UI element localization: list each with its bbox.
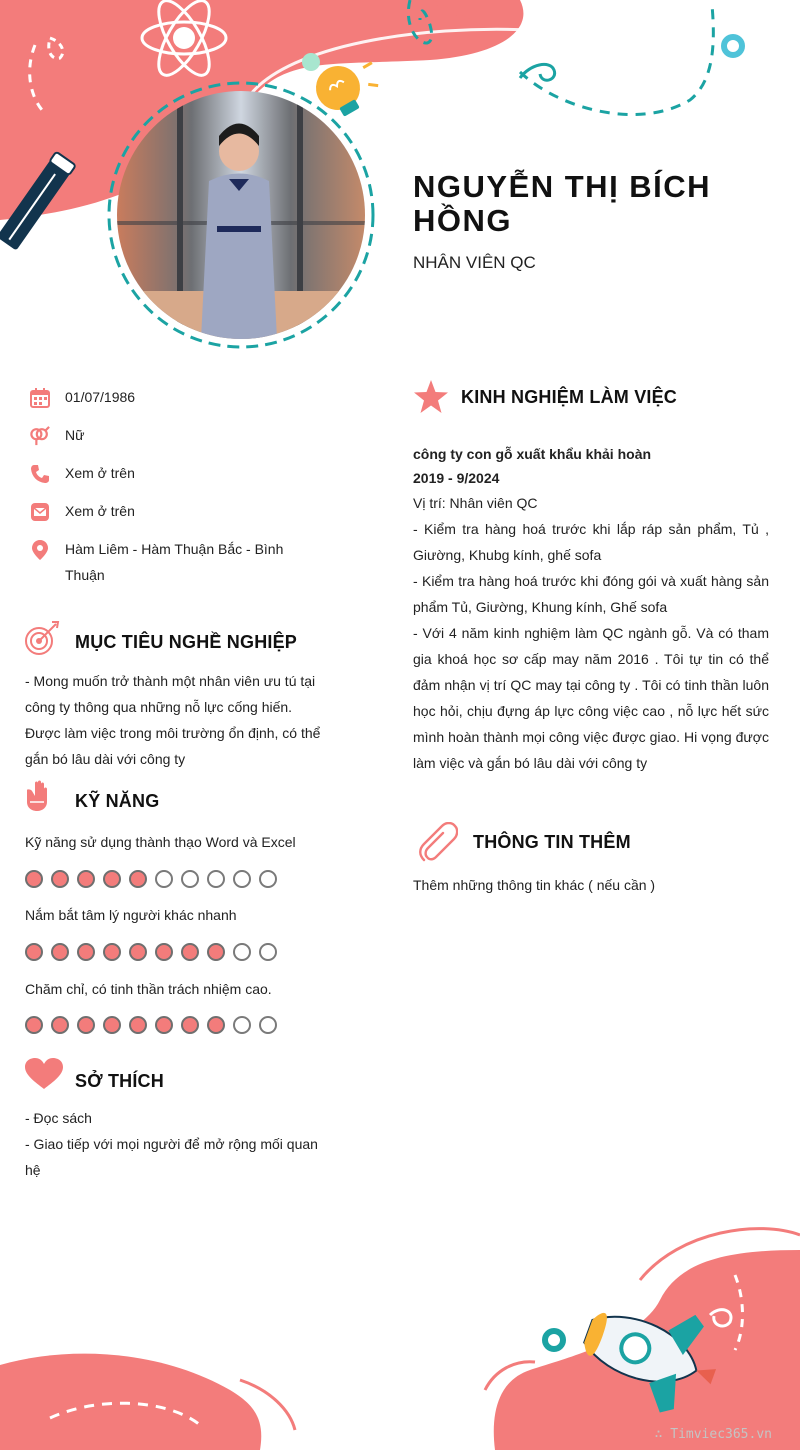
rating-dot-filled	[51, 943, 69, 961]
email-value: Xem ở trên	[65, 503, 135, 519]
skill-label: Nắm bắt tâm lý người khác nhanh	[25, 907, 237, 923]
rating-dot-filled	[103, 943, 121, 961]
skill-rating	[25, 943, 277, 961]
rating-dot-filled	[129, 943, 147, 961]
rating-dot-empty	[259, 870, 277, 888]
work-position: Vị trí: Nhân viên QC	[413, 495, 538, 511]
address-value: Hàm Liêm - Hàm Thuận Bắc - Bình Thuận	[65, 541, 284, 583]
hobby-item: - Giao tiếp với mọi người để mở rộng mối quan hệ	[25, 1136, 318, 1178]
rating-dot-empty	[233, 943, 251, 961]
work-detail: - Kiểm tra hàng hoá trước khi lắp ráp sản phẩm, Tủ , Giường, Khubg kính, ghế sofa	[413, 521, 769, 563]
skill-label: Chăm chỉ, có tinh thần trách nhiệm cao.	[25, 981, 272, 997]
work-period: 2019 - 9/2024	[413, 470, 500, 486]
rating-dot-empty	[259, 943, 277, 961]
rating-dot-empty	[207, 870, 225, 888]
rating-dot-filled	[155, 943, 173, 961]
rating-dot-filled	[25, 1016, 43, 1034]
work-detail: - Với 4 năm kinh nghiệm làm QC ngành gỗ. Và có tham gia khoá học sơ cấp may năm 2016 . Tôi tự tin có thể đảm nhận vị trí QC may tại công ty . Tôi có tinh thần luôn học hỏi, chịu đựng áp lực công việc cao , nỗ lực hết sức mình hoàn thành mọi công việc được giao. Hi vọng được làm việc và gắn bó lâu dài với công ty	[413, 625, 769, 771]
objective-title: MỤC TIÊU NGHỀ NGHIỆP	[75, 632, 298, 652]
candidate-name: NGUYỄN THỊ BÍCH HỒNG	[413, 169, 712, 238]
rating-dot-filled	[129, 870, 147, 888]
rating-dot-empty	[259, 1016, 277, 1034]
rating-dot-filled	[25, 870, 43, 888]
rating-dot-filled	[51, 870, 69, 888]
rating-dot-empty	[155, 870, 173, 888]
email-icon	[30, 502, 50, 522]
calendar-icon	[30, 388, 50, 408]
teal-dash-curve	[520, 5, 713, 115]
skill-label: Kỹ năng sử dụng thành thạo Word và Excel	[25, 834, 296, 850]
star-icon	[413, 380, 449, 414]
rating-dot-filled	[51, 1016, 69, 1034]
skill-rating	[25, 1016, 277, 1034]
paperclip-icon	[416, 822, 458, 864]
company-name: công ty con gỗ xuất khẩu khải hoàn	[413, 446, 652, 462]
hobby-item: - Đọc sách	[25, 1110, 92, 1126]
target-icon	[24, 621, 60, 657]
bottom-left-blob	[0, 1354, 261, 1450]
phone-icon	[30, 464, 50, 484]
rating-dot-empty	[233, 870, 251, 888]
rating-dot-filled	[207, 1016, 225, 1034]
location-pin-icon	[30, 540, 50, 560]
teal-ring-top	[724, 37, 742, 55]
birthday-value: 01/07/1986	[65, 389, 136, 405]
hand-icon	[24, 780, 50, 812]
additional-text: Thêm những thông tin khác ( nếu cần )	[413, 877, 656, 893]
skill-rating	[25, 870, 277, 888]
rating-dot-filled	[77, 870, 95, 888]
rating-dot-filled	[103, 1016, 121, 1034]
rating-dot-filled	[207, 943, 225, 961]
photo-illustration	[117, 91, 365, 339]
rating-dot-filled	[77, 1016, 95, 1034]
rating-dot-filled	[25, 943, 43, 961]
rating-dot-empty	[181, 870, 199, 888]
work-detail: - Kiểm tra hàng hoá trước khi đóng gói và xuất hàng sản phẩm Tủ, Giường, Khung kính, Ghế sofa	[413, 573, 769, 615]
rating-dot-filled	[181, 1016, 199, 1034]
heart-icon	[25, 1058, 63, 1090]
gender-icon	[30, 426, 50, 446]
hobbies-title: SỞ THÍCH	[75, 1071, 164, 1091]
rating-dot-filled	[77, 943, 95, 961]
profile-photo	[117, 91, 365, 339]
rating-dot-filled	[103, 870, 121, 888]
gender-value: Nữ	[65, 427, 85, 443]
experience-title: KINH NGHIỆM LÀM VIỆC	[461, 387, 678, 407]
additional-title: THÔNG TIN THÊM	[473, 832, 631, 852]
teal-ring-bottom	[545, 1331, 563, 1349]
skills-title: KỸ NĂNG	[75, 791, 160, 811]
job-title: NHÂN VIÊN QC	[413, 253, 536, 272]
rating-dot-filled	[155, 1016, 173, 1034]
rating-dot-filled	[129, 1016, 147, 1034]
objective-text: - Mong muốn trở thành một nhân viên ưu tú tại công ty thông qua những nỗ lực cống hiến. Được làm việc trong môi trường ổn định, có thể gắn bó lâu dài với công ty	[25, 673, 321, 767]
rating-dot-filled	[181, 943, 199, 961]
watermark: ∴ Timviec365.vn	[654, 1427, 772, 1442]
rating-dot-empty	[233, 1016, 251, 1034]
phone-value: Xem ở trên	[65, 465, 135, 481]
